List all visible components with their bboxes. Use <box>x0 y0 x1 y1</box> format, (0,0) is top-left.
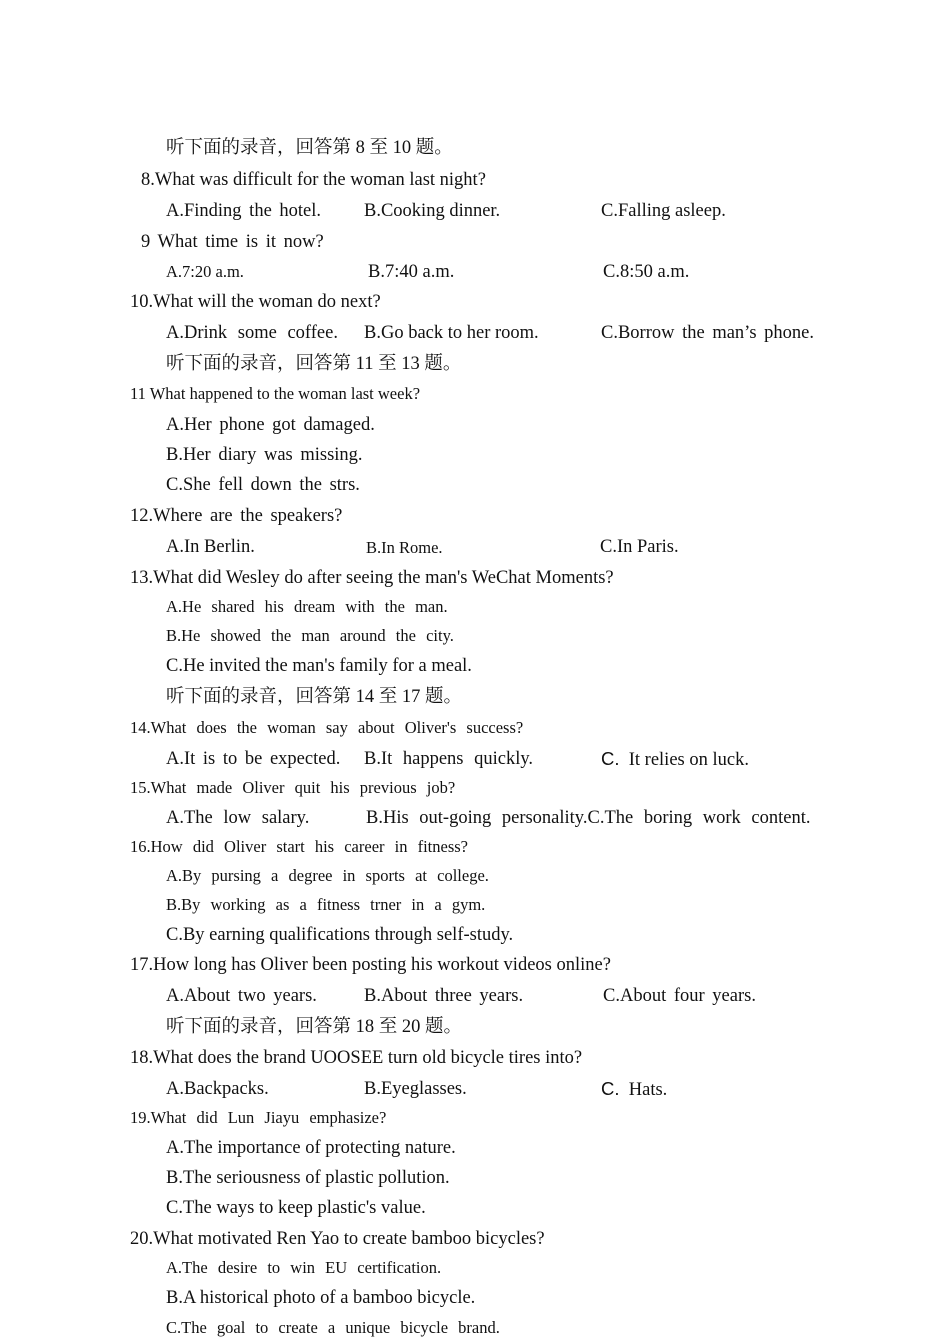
question-20: 20.What motivated Ren Yao to create bamboo bicycles? <box>130 1229 545 1249</box>
q13-option-b: B.He showed the man around the city. <box>166 626 454 645</box>
q9-option-a: A.7:20 a.m. <box>166 262 244 281</box>
q14-option-b: B.It happens quickly. <box>364 749 534 769</box>
question-17: 17.How long has Oliver been posting his workout videos online? <box>130 955 611 975</box>
q16-option-c: C.By earning qualifications through self-study. <box>166 925 514 945</box>
q19-option-a: A.The importance of protecting nature. <box>166 1138 456 1158</box>
question-16: 16.How did Oliver start his career in fitness? <box>130 837 469 856</box>
q17-option-b: B.About three years. <box>364 986 524 1006</box>
q19-option-b: B.The seriousness of plastic pollution. <box>166 1168 450 1188</box>
question-14: 14.What does the woman say about Oliver's success? <box>130 718 524 737</box>
q18-option-b: B.Eyeglasses. <box>364 1079 467 1099</box>
q16-option-b: B.By working as a fitness trner in a gym. <box>166 895 486 914</box>
q20-option-a: A.The desire to win EU certification. <box>166 1258 442 1277</box>
q16-option-a: A.By pursing a degree in sports at college. <box>166 866 489 885</box>
question-13: 13.What did Wesley do after seeing the man's WeChat Moments? <box>130 568 614 588</box>
q18-option-c <box>601 1080 667 1100</box>
q10-option-b: B.Go back to her room. <box>364 323 539 343</box>
q18-option-c-text: Hats. <box>628 1080 668 1100</box>
q13-option-c: C.He invited the man's family for a meal. <box>166 656 472 676</box>
q20-option-b: B.A historical photo of a bamboo bicycle. <box>166 1288 476 1308</box>
q13-option-a: A.He shared his dream with the man. <box>166 597 448 616</box>
q14-option-c <box>601 750 749 770</box>
question-15: 15.What made Oliver quit his previous job? <box>130 778 456 797</box>
section-heading-14-17: 听下面的录音，回答第 14 至 17 题。 <box>166 687 463 707</box>
q17-option-c: C.About four years. <box>603 986 756 1006</box>
q11-option-c: C.She fell down the strs. <box>166 475 360 495</box>
q8-option-b: B.Cooking dinner. <box>364 201 501 221</box>
question-18: 18.What does the brand UOOSEE turn old bicycle tires into? <box>130 1048 583 1068</box>
q19-option-c: C.The ways to keep plastic's value. <box>166 1198 426 1218</box>
q12-option-b: B.In Rome. <box>366 538 443 557</box>
q8-option-c: C.Falling asleep. <box>601 201 726 221</box>
section-heading-18-20: 听下面的录音，回答第 18 至 20 题。 <box>166 1017 463 1037</box>
q18-option-a: A.Backpacks. <box>166 1079 269 1099</box>
q14-option-c-letter: C. <box>601 748 620 769</box>
q14-option-c-text: It relies on luck. <box>628 750 749 770</box>
q18-option-c-letter: C. <box>601 1078 620 1099</box>
q15-option-a: A.The low salary. <box>166 808 310 828</box>
question-12: 12.Where are the speakers? <box>130 506 343 526</box>
question-19: 19.What did Lun Jiayu emphasize? <box>130 1108 387 1127</box>
q12-option-a: A.In Berlin. <box>166 537 255 557</box>
q12-option-c: C.In Paris. <box>600 537 679 557</box>
q20-option-c: C.The goal to create a unique bicycle brand. <box>166 1318 500 1337</box>
question-9: 9 What time is it now? <box>141 232 324 252</box>
section-heading-11-13: 听下面的录音，回答第 11 至 13 题。 <box>166 354 462 374</box>
q10-option-a: A.Drink some coffee. <box>166 323 338 343</box>
q15-option-bc: B.His out-going personality.C.The boring work content. <box>366 808 811 828</box>
q11-option-a: A.Her phone got damaged. <box>166 415 375 435</box>
q9-option-b: B.7:40 a.m. <box>368 262 455 282</box>
q17-option-a: A.About two years. <box>166 986 317 1006</box>
question-10: 10.What will the woman do next? <box>130 292 381 312</box>
q11-option-b: B.Her diary was missing. <box>166 445 363 465</box>
q14-option-a: A.It is to be expected. <box>166 749 341 769</box>
question-8: 8.What was difficult for the woman last night? <box>141 170 486 190</box>
q8-option-a: A.Finding the hotel. <box>166 201 322 221</box>
question-11: 11 What happened to the woman last week? <box>130 384 421 403</box>
q10-option-c: C.Borrow the man’s phone. <box>601 323 814 343</box>
q9-option-c: C.8:50 a.m. <box>603 262 690 282</box>
section-heading-8-10: 听下面的录音，回答第 8 至 10 题。 <box>166 138 453 158</box>
